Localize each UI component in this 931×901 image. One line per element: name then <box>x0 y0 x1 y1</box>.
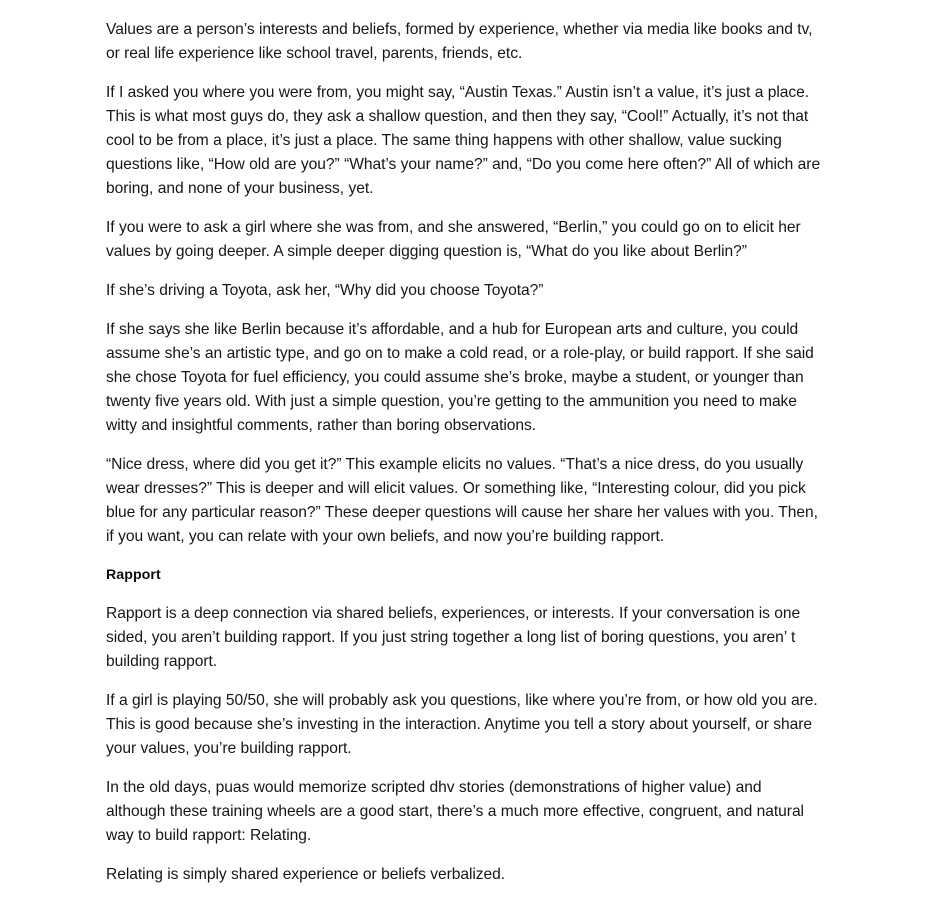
paragraph: “Nice dress, where did you get it?” This example elicits no values. “That’s a nice dress, do you usually wear dresses?” This is deeper and will elicit values. Or something like, “Interesting colour, did you pick blue for any particular reason?” These deeper questions will cause her share her values with you. Then, if you want, you can relate with your own beliefs, and now you’re building rapport. <box>106 456 818 545</box>
paragraph: Values are a person’s interests and beliefs, formed by experience, whether via media like books and tv, or real life experience like school travel, parents, friends, etc. <box>106 21 813 62</box>
section-heading-rapport: Rapport <box>106 567 161 583</box>
paragraph: If I asked you where you were from, you might say, “Austin Texas.” Austin isn’t a value, it’s just a place. This is what most guys do, they ask a shallow question, and then they say, “Cool!” Actually, it’s not that cool to be from a place, it’s just a place. The same thing happens with other shallow, value sucking questions like, “How old are you?” “What’s your name?” and, “Do you come here often?” All of which are boring, and none of your business, yet. <box>106 84 821 197</box>
paragraph: If a girl is playing 50/50, she will probably ask you questions, like where you’re from, or how old you are. This is good because she’s investing in the interaction. Anytime you tell a story about yourself, or share your values, you’re building rapport. <box>106 692 818 757</box>
paragraph: Relating is simply shared experience or beliefs verbalized. <box>106 866 506 883</box>
paragraph: If you were to ask a girl where she was from, and she answered, “Berlin,” you could go on to elicit her values by going deeper. A simple deeper digging question is, “What do you like about Berlin?” <box>106 219 801 260</box>
paragraph: In the old days, puas would memorize scripted dhv stories (demonstrations of higher value) and although these training wheels are a good start, there’s a much more effective, congruent, and natural way to build rapport: Relating. <box>106 779 804 844</box>
paragraph: If she’s driving a Toyota, ask her, “Why did you choose Toyota?” <box>106 282 544 299</box>
paragraph: If she says she like Berlin because it’s affordable, and a hub for European arts and culture, you could assume she’s an artistic type, and go on to make a cold read, or a role-play, or build rapport. If she said she chose Toyota for fuel efficiency, you could assume she’s broke, maybe a student, or younger than twenty five years old. With just a simple question, you’re getting to the ammunition you need to make witty and insightful comments, rather than boring observations. <box>106 321 814 434</box>
document-text-column <box>106 18 822 887</box>
paragraph: Rapport is a deep connection via shared beliefs, experiences, or interests. If your conversation is one sided, you aren’t building rapport. If you just string together a long list of boring questions, you aren’ t building rapport. <box>106 605 801 670</box>
